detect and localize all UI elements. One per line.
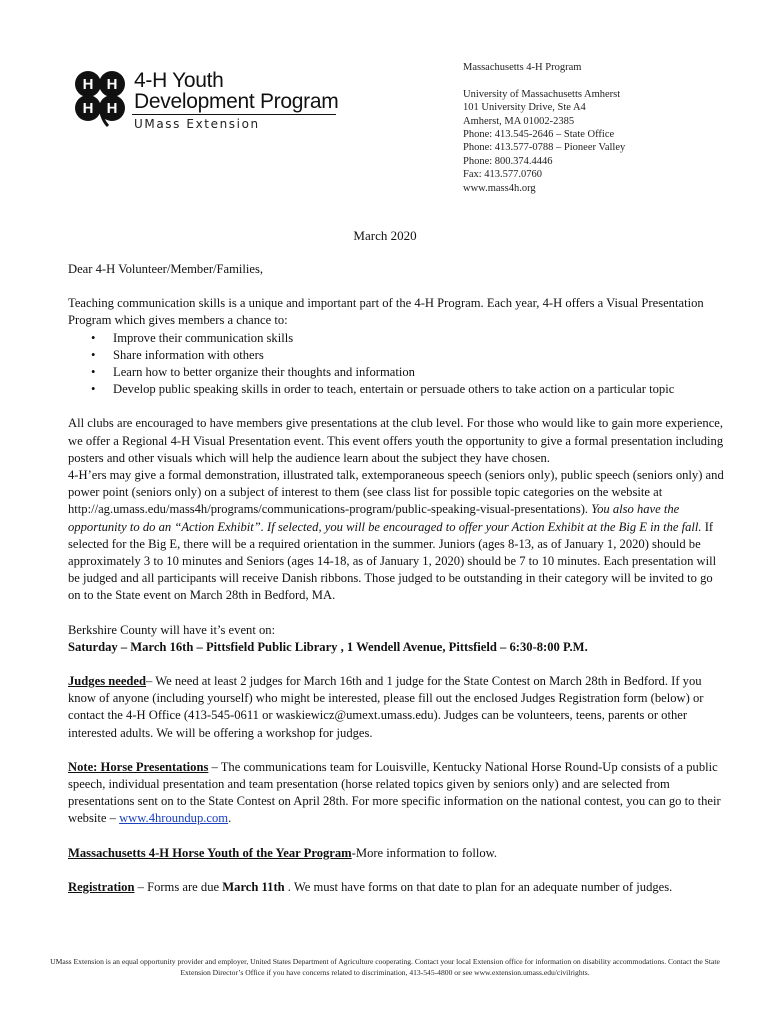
address-website: www.mass4h.org	[463, 182, 536, 194]
letter-body	[68, 261, 728, 913]
youth-heading: Massachusetts 4-H Horse Youth of the Year Program	[68, 845, 352, 860]
address-city: Amherst, MA 01002-2385	[463, 115, 575, 127]
program-logo	[72, 68, 362, 138]
salutation: Dear 4-H Volunteer/Member/Families,	[68, 262, 264, 276]
logo-subtitle: UMass Extension	[134, 117, 260, 131]
registration-text: – Forms are due	[134, 879, 223, 894]
list-item: • Learn how to better organize their thoughts and information	[113, 364, 728, 381]
event-detail: Saturday – March 16th – Pittsfield Public Library , 1 Wendell Avenue, Pittsfield – 6:30-8:00 P.M.	[68, 639, 588, 654]
clubs-paragraph: All clubs are encouraged to have members give presentations at the club level. For those who would like to gain more experience, we offer a Regional 4-H Visual Presentation event. This event offers youth the opportunity to give a formal presentation including posters and other visuals which will help the audience learn about the subject they have chosen.	[68, 416, 724, 465]
registration-heading: Registration	[68, 879, 135, 894]
registration-text-cont: . We must have forms on that date to plan for an adequate number of judges.	[284, 879, 673, 894]
svg-text:H: H	[106, 76, 118, 93]
judges-paragraph	[68, 673, 728, 742]
address-phone-state: Phone: 413.545-2646 – State Office	[463, 129, 615, 141]
footer-disclaimer: UMass Extension is an equal opportunity provider and employer, United States Department of Agriculture cooperating. Contact your local Extension office for information on disability accommodations. Contact the State Extension Director’s Office if you have concerns related to discrimination, 413-545-4800 or see www.extension.umass.edu/civilrights.	[50, 957, 720, 977]
registration-date: March 11th	[222, 879, 285, 894]
letterhead-address	[463, 61, 625, 195]
types-text-cont: If selected for the Big E, there will be a required orientation in the summer. Juniors (ages 8-13, as of January 1, 2020) should be approximately 3 to 10 minutes and Seniors (ages 14-18, as of January 1, 2020) should be 7 to 10 minutes. Each presentation will be judged and all participants will receive Danish ribbons. Those judged to be outstanding in their category will be invited to go on to the State event on March 28th in Bedford, MA.	[68, 519, 717, 603]
svg-text:H: H	[106, 100, 118, 117]
address-program: Massachusetts 4-H Program	[463, 62, 582, 73]
address-fax: Fax: 413.577.0760	[463, 169, 543, 181]
address-university: University of Massachusetts Amherst	[463, 88, 621, 100]
types-text: 4-H’ers may give a formal demonstration, illustrated talk, extemporaneous speech (seniors only), public speech (seniors only) and power point (seniors only) on a subject of interest to them (see class list for possible topic categories on the website at http://ag.umass.edu/mass4h/programs/communications-program/public-speaking-visual-presentations).	[68, 468, 724, 517]
youth-text: -More information to follow.	[351, 845, 498, 860]
horse-end: .	[228, 811, 232, 826]
judges-text: – We need at least 2 judges for March 16th and 1 judge for the State Contest on March 28th in Bedford. If you know of anyone (including yourself) who might be interested, please fill out the enclosed Judges Registration form (below) or contact the 4-H Office (413-545-0611 or waskiewicz@umext.umass.edu). Judges can be volunteers, teens, parents or other interested adults. We will be offering a workshop for judges.	[68, 674, 704, 740]
youth-paragraph	[68, 845, 728, 862]
judges-heading: Judges needed	[68, 674, 147, 689]
action-exhibit-note: You also have the opportunity to do an “Action Exhibit”. If selected, you will be encouraged to offer your Action Exhibit at the Big E in the fall.	[68, 502, 702, 534]
registration-paragraph	[68, 879, 728, 896]
logo-title-line2: Development Program	[134, 90, 339, 113]
svg-text:H: H	[82, 100, 94, 117]
roundup-link[interactable]: www.4hroundup.com	[119, 811, 229, 826]
svg-text:H: H	[82, 76, 94, 93]
event-intro: Berkshire County will have it’s event on:	[68, 622, 276, 637]
horse-paragraph	[68, 759, 728, 828]
logo-title-line1: 4-H Youth	[134, 69, 224, 92]
event-paragraph	[68, 622, 728, 656]
list-item: • Develop public speaking skills in order to teach, entertain or persuade others to take action on a particular topic	[113, 381, 728, 398]
benefits-list	[68, 330, 728, 399]
letter-date: March 2020	[353, 228, 417, 243]
horse-heading: Note: Horse Presentations	[68, 759, 209, 774]
four-leaf-clover-icon	[72, 68, 128, 128]
logo-divider	[132, 114, 336, 115]
address-street: 101 University Drive, Ste A4	[463, 102, 586, 114]
intro-paragraph: Teaching communication skills is a unique and important part of the 4-H Program. Each year, 4-H offers a Visual Presentation Program which gives members a chance to:	[68, 296, 704, 328]
list-item: • Share information with others	[113, 347, 728, 364]
presentation-types-paragraph	[68, 467, 728, 605]
horse-text: – The communications team for Louisville, Kentucky National Horse Round-Up consists of a public speech, individual presentation and team presentation (horse related topics given by seniors only) and are selected from presentations sent on to the State Contest on April 28th. For more specific information on the national contest, you can go to their website –	[68, 759, 721, 826]
address-phone-other: Phone: 800.374.4446	[463, 155, 553, 167]
address-phone-pioneer: Phone: 413.577-0788 – Pioneer Valley	[463, 142, 626, 154]
list-item: • Improve their communication skills	[113, 330, 728, 347]
